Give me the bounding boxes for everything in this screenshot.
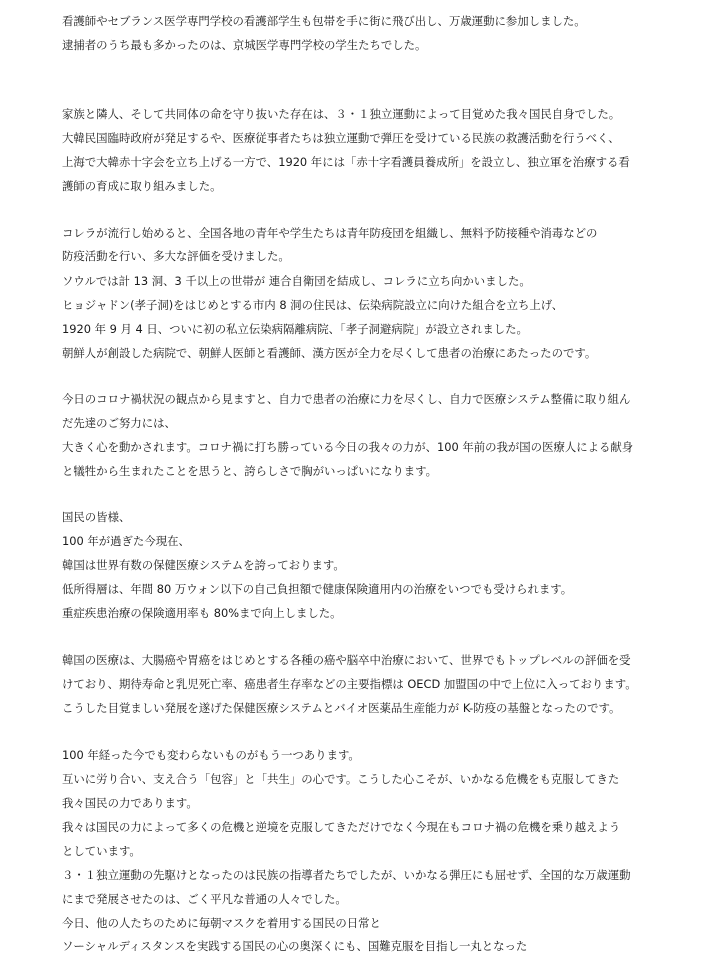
text-line: 我々国民の力であります。 (62, 796, 198, 810)
text-line: 重症疾患治療の保険適用率も 80%まで向上しました。 (62, 606, 342, 620)
text-line: 看護師やセブランス医学専門学校の看護部学生も包帯を手に街に飛び出し、万歳運動に参加しました。 (62, 14, 586, 28)
text-line: 大韓民国臨時政府が発足するや、医療従事者たちは独立運動で弾圧を受けている民族の救護活動を行うべく、 (62, 131, 620, 145)
text-line: ヒョジャドン(孝子洞)をはじめとする市内 8 洞の住民は、伝染病院設立に向けた組合を立ち上げ、 (62, 298, 564, 312)
text-line: 低所得層は、年間 80 万ウォン以下の自己負担額で健康保険適用内の治療をいつでも受けられます。 (62, 582, 573, 596)
text-line: 家族と隣人、そして共同体の命を守り抜いた存在は、３・１独立運動によって目覚めた我々国民自身でした。 (62, 107, 621, 121)
text-line: 100 年が過ぎた今現在、 (62, 534, 190, 548)
text-line: 国民の皆様、 (62, 510, 131, 524)
text-line: ソーシャルディスタンスを実践する国民の心の奥深くにも、国難克服を目指し一丸となった (62, 939, 528, 953)
text-line: 韓国は世界有数の保健医療システムを誇っております。 (62, 558, 345, 572)
text-line: 今日、他の人たちのために毎朝マスクを着用する国民の日常と (62, 916, 381, 930)
text-line: けており、期待寿命と乳児死亡率、癌患者生存率などの主要指標は OECD 加盟国の中で上位に入っております。 (62, 677, 637, 691)
text-line: 韓国の医療は、大腸癌や胃癌をはじめとする各種の癌や脳卒中治療において、世界でもトップレベルの評価を受 (62, 653, 631, 667)
text-line: としています。 (62, 844, 141, 858)
text-line: と犠牲から生まれたことを思うと、誇らしさで胸がいっぱいになります。 (62, 464, 437, 478)
text-line: 100 年経った今でも変わらないものがもう一つあります。 (62, 748, 360, 762)
text-line: 互いに労り合い、支え合う「包容」と「共生」の心です。こうした心こそが、いかなる危機をも克服してきた (62, 772, 620, 786)
text-line: 防疫活動を行い、多大な評価を受けました。 (62, 249, 290, 263)
text-line: 我々は国民の力によって多くの危機と逆境を克服してきただけでなく今現在もコロナ禍の危機を乗り越えよう (62, 820, 621, 834)
text-line: 朝鮮人が創設した病院で、朝鮮人医師と看護師、漢方医が全力を尽くして患者の治療にあたったのです。 (62, 346, 597, 360)
text-line: 逮捕者のうち最も多かったのは、京城医学専門学校の学生たちでした。 (62, 38, 427, 52)
text-line: ソウルでは計 13 洞、3 千以上の世帯が 連合自衛団を結成し、コレラに立ち向かいました。 (62, 274, 531, 288)
text-line: だ先達のご努力には、 (62, 416, 176, 430)
text-line: 護師の育成に取り組みました。 (62, 179, 222, 193)
text-line: 大きく心を動かされます。コロナ禍に打ち勝っている今日の我々の力が、100 年前の我が国の医療人による献身 (62, 440, 634, 454)
text-line: 上海で大韓赤十字会を立ち上げる一方で、1920 年には「赤十字看護員養成所」を設立し、独立軍を治療する看 (62, 155, 630, 169)
text-line: にまで発展させたのは、ごく平凡な普通の人々でした。 (62, 892, 347, 906)
text-line: こうした目覚ましい発展を遂げた保健医療システムとバイオ医薬品生産能力が K-防疫の基盤となったのです。 (62, 701, 621, 715)
text-line: 1920 年 9 月 4 日、ついに初の私立伝染病隔離病院、「孝子洞避病院」が設立されました。 (62, 322, 528, 336)
text-line: 今日のコロナ禍状況の観点から見ますと、自力で患者の治療に力を尽くし、自力で医療システム整備に取り組ん (62, 392, 631, 406)
text-line: コレラが流行し始めると、全国各地の青年や学生たちは青年防疫団を組織し、無料予防接種や消毒などの (62, 226, 598, 240)
text-line: ３・１独立運動の先駆けとなったのは民族の指導者たちでしたが、いかなる弾圧にも屈せず、全国的な万歳運動 (62, 868, 631, 882)
